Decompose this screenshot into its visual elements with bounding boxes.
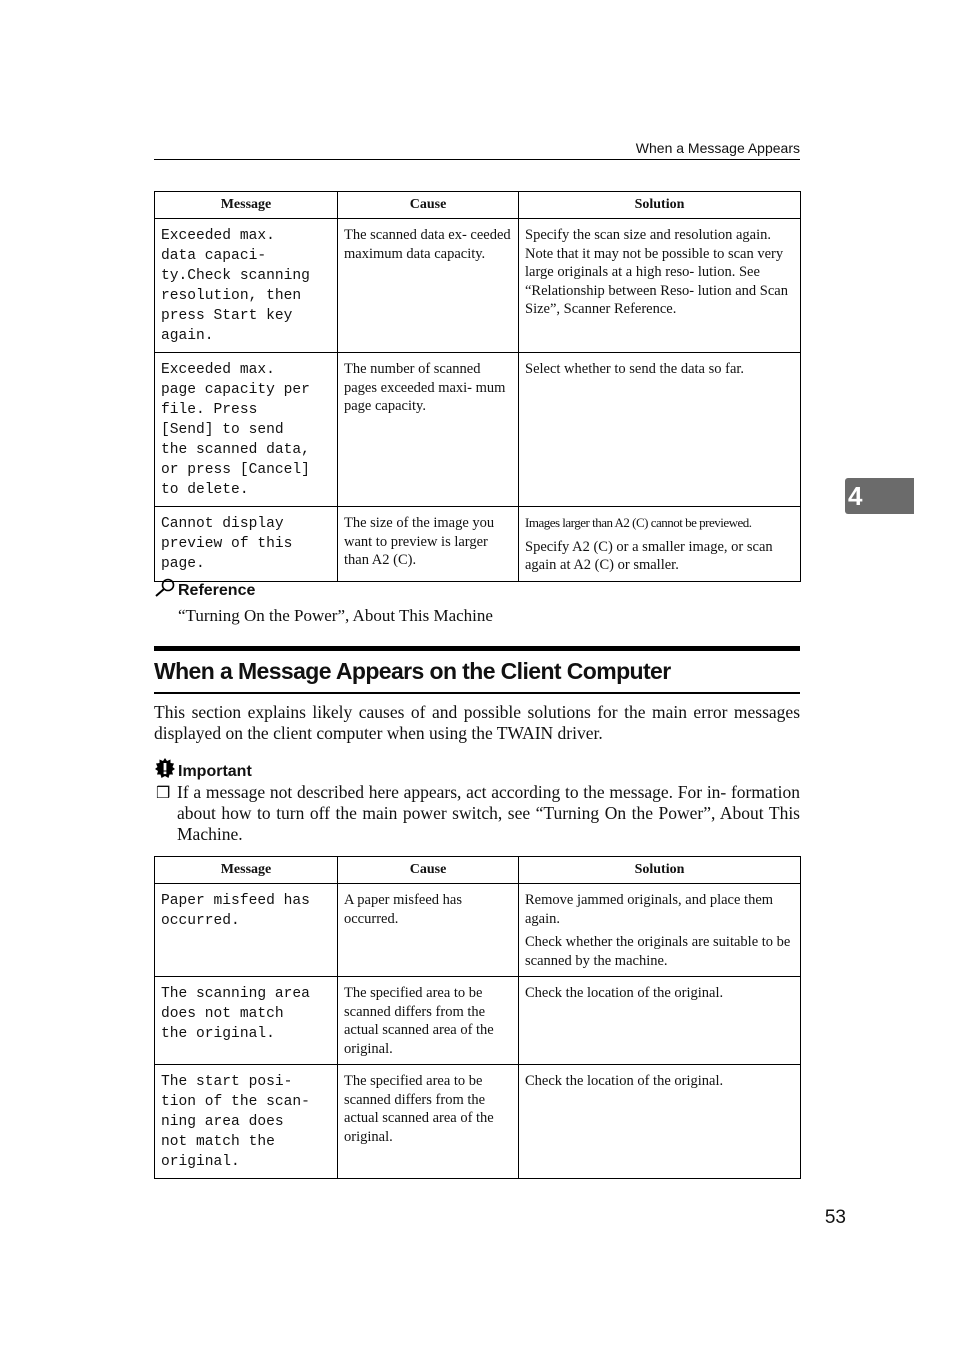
solution-cell: Select whether to send the data so far. (519, 353, 801, 507)
message-cell: Paper misfeed has occurred. (155, 884, 338, 977)
message-cell: Cannot display preview of this page. (155, 507, 338, 582)
solution-text: Remove jammed originals, and place them again. (525, 892, 774, 927)
table-row (155, 507, 801, 582)
solution-cell: Check the location of the original. (519, 1065, 801, 1179)
important-heading: Important (154, 757, 252, 784)
solution-cell (519, 507, 801, 582)
section-bottom-rule (154, 692, 800, 694)
client-messages-table (154, 856, 801, 1179)
solution-cell: Specify the scan size and resolution again. Note that it may not be possible to scan very large originals at a high reso- lution. See “Relationship between Reso- lution and Scan Size”, Scanner Reference. (519, 219, 801, 353)
important-icon (154, 757, 176, 779)
checkbox-bullet: ❒ (156, 785, 171, 802)
message-cell: Exceeded max. page capacity per file. Press [Send] to send the scanned data, or press [Cancel] to delete. (155, 353, 338, 507)
header-message: Message (155, 857, 338, 884)
header-cause: Cause (338, 192, 519, 219)
message-cell: The scanning area does not match the original. (155, 977, 338, 1065)
reference-text: “Turning On the Power”, About This Machine (178, 606, 493, 625)
message-cell: The start posi- tion of the scan- ning area does not match the original. (155, 1065, 338, 1179)
section-intro: This section explains likely causes of and possible solutions for the main error messages displayed on the client computer when using the TWAIN driver. (154, 702, 800, 743)
table-header-row (155, 857, 801, 884)
header-solution: Solution (519, 857, 801, 884)
solution-cell (519, 884, 801, 977)
important-text: If a message not described here appears, act according to the message. For in- formation about how to turn off the main power switch, see “Turning On the Power”, About This Machine. (177, 782, 800, 844)
header-cause: Cause (338, 857, 519, 884)
solution-text: Check whether the originals are suitable to be scanned by the machine. (525, 934, 791, 969)
message-cell: Exceeded max. data capaci- ty.Check scanning resolution, then press Start key again. (155, 219, 338, 353)
table-row (155, 1065, 801, 1179)
cause-cell: The specified area to be scanned differs from the actual scanned area of the original. (338, 977, 519, 1065)
table-header-row (155, 192, 801, 219)
table-row (155, 353, 801, 507)
cause-cell: The specified area to be scanned differs from the actual scanned area of the original. (338, 1065, 519, 1179)
cause-cell: The size of the image you want to preview is larger than A2 (C). (338, 507, 519, 582)
chapter-tab: 4 (845, 478, 914, 514)
header-solution: Solution (519, 192, 801, 219)
solution-cell: Check the location of the original. (519, 977, 801, 1065)
magnifier-icon (154, 578, 176, 598)
cause-cell: The scanned data ex- ceeded maximum data capacity. (338, 219, 519, 353)
table-row (155, 977, 801, 1065)
solution-note: Images larger than A2 (C) cannot be previewed. (525, 515, 752, 530)
scanner-messages-table (154, 191, 801, 582)
header-rule (154, 159, 800, 160)
running-head: When a Message Appears (635, 140, 800, 156)
reference-heading: Reference (154, 578, 255, 602)
table-row (155, 219, 801, 353)
cause-cell: A paper misfeed has occurred. (338, 884, 519, 977)
table-row (155, 884, 801, 977)
page-number: 53 (824, 1207, 846, 1228)
solution-text: Specify A2 (C) or a smaller image, or scan again at A2 (C) or smaller. (525, 538, 773, 573)
cause-cell: The number of scanned pages exceeded maxi- mum page capacity. (338, 353, 519, 507)
section-top-rule (154, 646, 800, 651)
header-message: Message (155, 192, 338, 219)
section-title: When a Message Appears on the Client Computer (154, 658, 671, 684)
